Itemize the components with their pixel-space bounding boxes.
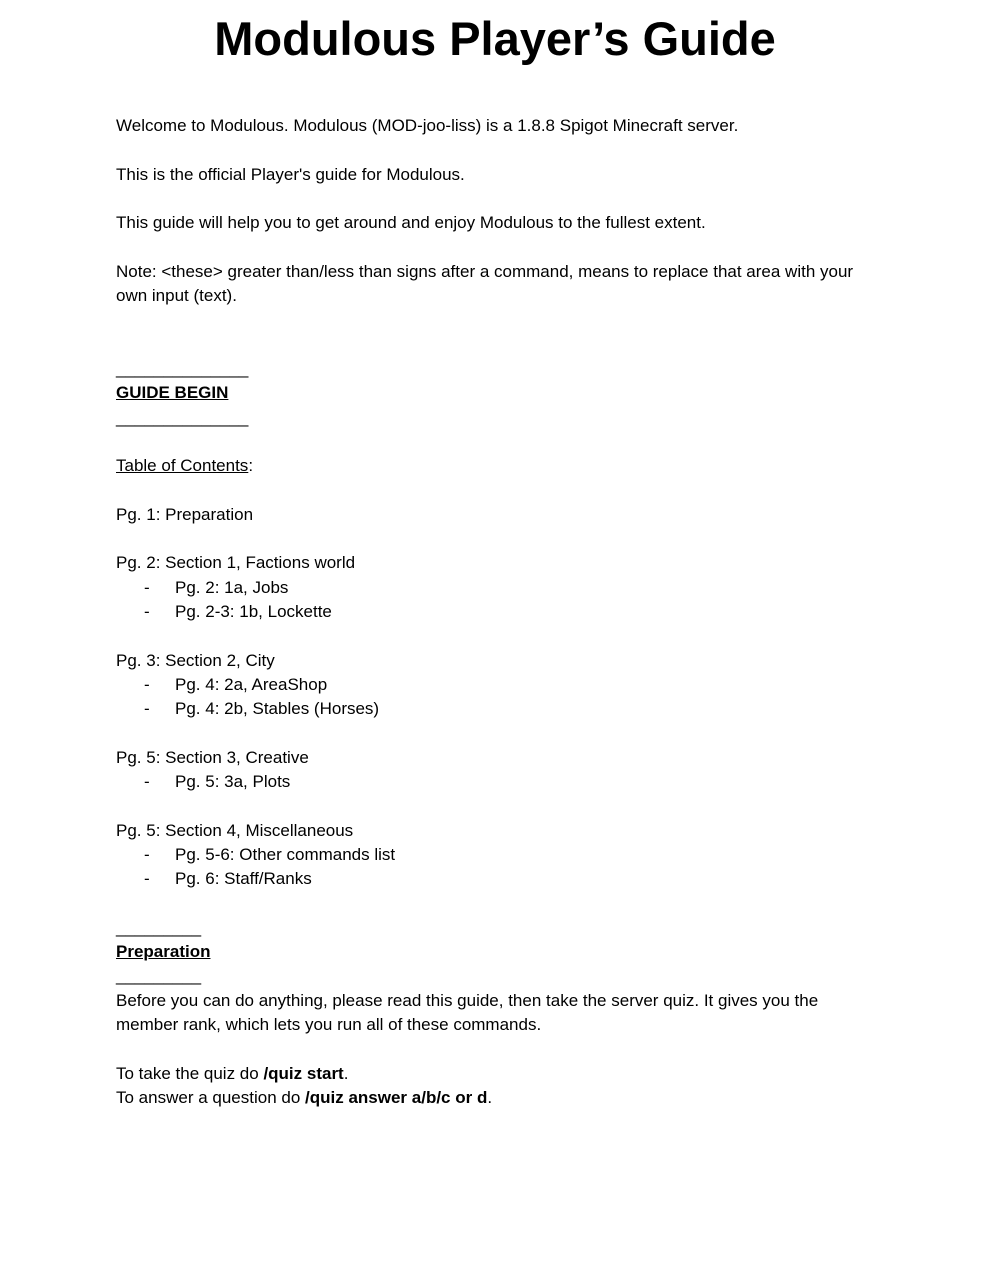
toc-subentry-label: Pg. 6: Staff/Ranks (175, 869, 312, 889)
quiz-answer-instruction (116, 1086, 876, 1110)
toc-entry-section3: Pg. 5: Section 3, Creative (116, 747, 309, 767)
list-dash: - (144, 577, 150, 597)
toc-subentry-label: Pg. 4: 2a, AreaShop (175, 674, 328, 694)
guide-begin-rule-bottom: ______________ (116, 407, 249, 427)
toc-entry-section2: Pg. 3: Section 2, City (116, 650, 275, 670)
quiz-start-prefix: To take the quiz do (116, 1063, 264, 1083)
intro-note: Note: <these> greater than/less than signs after a command, means to replace that area with your own input (text). (116, 261, 854, 306)
list-dash: - (144, 844, 150, 864)
toc-subentry-label: Pg. 2: 1a, Jobs (175, 577, 289, 597)
toc-label: Table of Contents (116, 456, 249, 476)
toc-subentry-label: Pg. 4: 2b, Stables (Horses) (175, 699, 380, 719)
document-title: Modulous Player’s Guide (214, 12, 776, 65)
toc-subentry-label: Pg. 2-3: 1b, Lockette (175, 601, 332, 621)
toc-entry-preparation: Pg. 1: Preparation (116, 504, 254, 524)
toc-entry-section1: Pg. 2: Section 1, Factions world (116, 553, 356, 573)
toc-subentry-label: Pg. 5: 3a, Plots (175, 772, 291, 792)
intro-official: This is the official Player's guide for Modulous. (116, 164, 465, 184)
quiz-start-command: /quiz start (263, 1063, 344, 1083)
toc-subentry (116, 697, 876, 721)
toc-subentry (116, 576, 876, 600)
list-dash: - (144, 674, 150, 694)
intro-welcome: Welcome to Modulous. Modulous (MOD-joo-liss) is a 1.8.8 Spigot Minecraft server. (116, 116, 739, 135)
guide-begin-heading: GUIDE BEGIN (116, 383, 229, 403)
toc-heading (116, 454, 876, 478)
quiz-answer-command: /quiz answer a/b/c or d (305, 1087, 488, 1107)
list-dash: - (144, 601, 150, 621)
list-dash: - (144, 699, 150, 719)
toc-subentry (116, 673, 876, 697)
toc-subentry-label: Pg. 5-6: Other commands list (175, 844, 396, 864)
preparation-rule-bottom: _________ (116, 966, 202, 986)
quiz-answer-prefix: To answer a question do (116, 1087, 306, 1107)
toc-entry-section4: Pg. 5: Section 4, Miscellaneous (116, 820, 354, 840)
guide-begin-rule-top: ______________ (116, 358, 249, 378)
toc-colon: : (248, 456, 254, 476)
toc-subentry (116, 600, 876, 624)
toc-subentry (116, 843, 876, 867)
quiz-start-suffix: . (343, 1063, 349, 1083)
list-dash: - (144, 772, 150, 792)
toc-subentry (116, 867, 876, 891)
toc-subentry (116, 770, 876, 794)
quiz-answer-suffix: . (487, 1087, 493, 1107)
preparation-rule-top: _________ (116, 917, 202, 937)
preparation-body: Before you can do anything, please read this guide, then take the server quiz. It gives you the member rank, which lets you run all of these commands. (116, 990, 819, 1034)
quiz-start-instruction (116, 1062, 876, 1086)
intro-help: This guide will help you to get around and enjoy Modulous to the fullest extent. (116, 213, 706, 233)
document-body (116, 114, 876, 1110)
preparation-heading: Preparation (116, 942, 211, 962)
list-dash: - (144, 869, 150, 889)
